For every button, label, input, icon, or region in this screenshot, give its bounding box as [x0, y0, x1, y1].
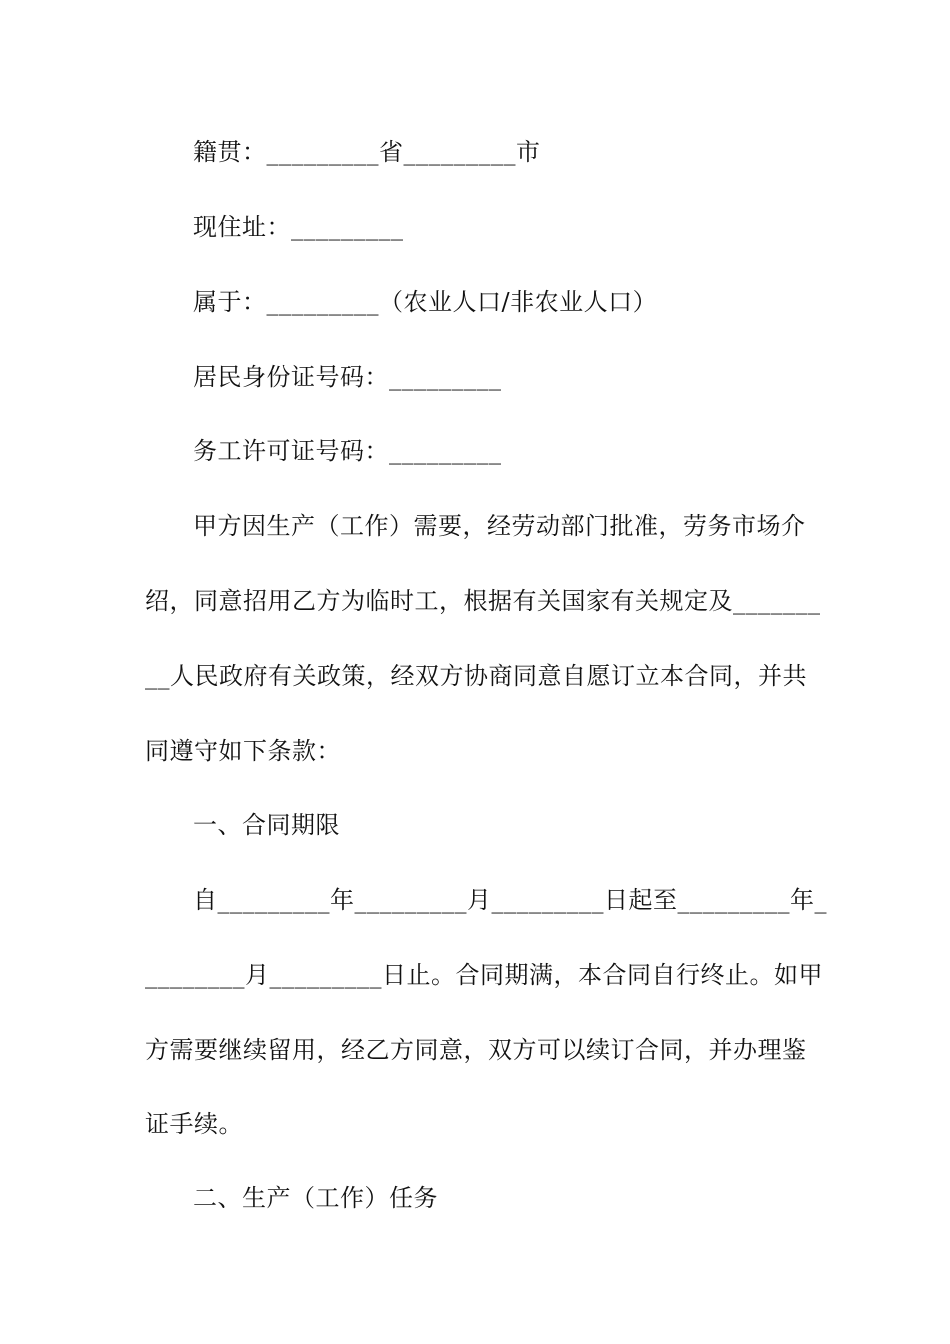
native-place-field: 籍贯：_________省_________市	[193, 138, 541, 166]
section-heading-contract-term: 一、合同期限	[193, 811, 340, 839]
term-line-3: 方需要继续留用，经乙方同意，双方可以续订合同，并办理鉴	[145, 1036, 807, 1064]
term-line-1: 自_________年_________月_________日起至_________年_	[193, 886, 827, 914]
preamble-line-1: 甲方因生产（工作）需要，经劳动部门批准，劳务市场介	[193, 512, 806, 540]
term-line-2: ________月_________日止。合同期满，本合同自行终止。如甲	[145, 961, 823, 989]
preamble-line-2: 绍，同意招用乙方为临时工，根据有关国家有关规定及_______	[145, 587, 821, 615]
current-address-field: 现住址：_________	[193, 213, 404, 241]
preamble-line-4: 同遵守如下条款：	[145, 737, 341, 765]
resident-id-field: 居民身份证号码：_________	[193, 363, 502, 391]
section-heading-work-tasks: 二、生产（工作）任务	[193, 1184, 438, 1212]
household-type-field: 属于：_________（农业人口/非农业人口）	[193, 288, 658, 316]
term-line-4: 证手续。	[145, 1110, 243, 1138]
work-permit-field: 务工许可证号码：_________	[193, 437, 502, 465]
preamble-line-3: __人民政府有关政策，经双方协商同意自愿订立本合同，并共	[145, 662, 807, 690]
